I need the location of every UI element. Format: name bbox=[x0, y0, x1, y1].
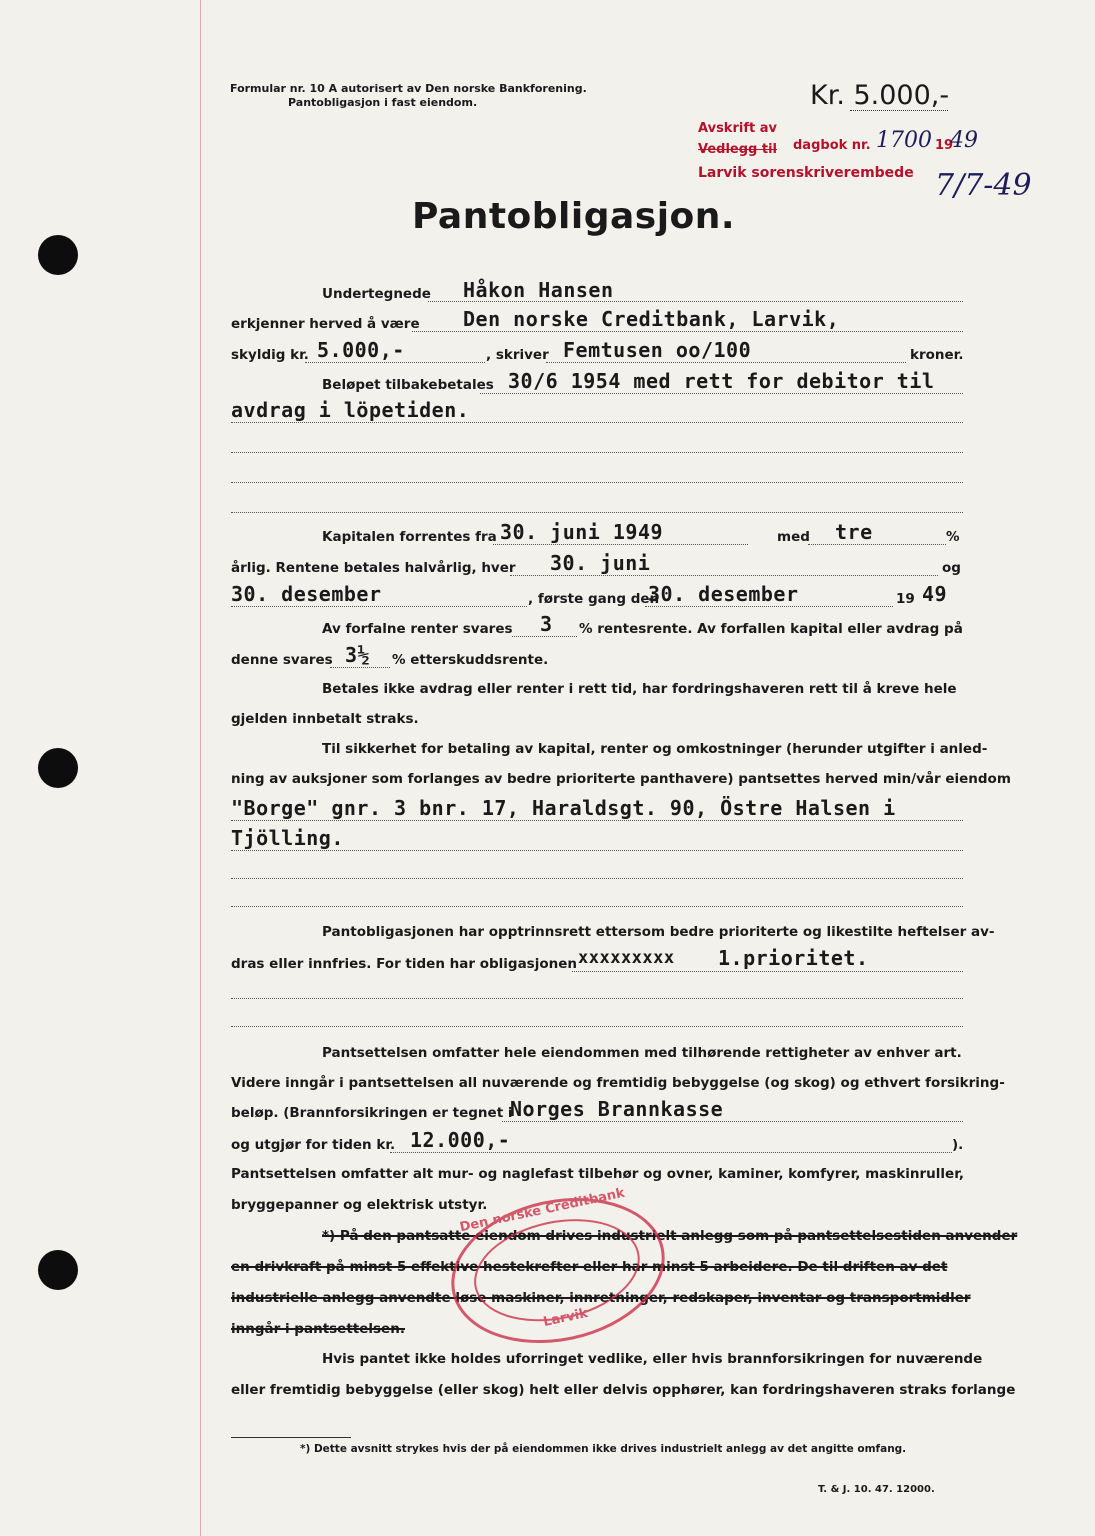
seal-text-bottom: Larvik bbox=[541, 1305, 590, 1330]
interest-from: 30. juni 1949 bbox=[500, 520, 664, 544]
yr-prefix: 19 bbox=[896, 591, 915, 607]
field-rule bbox=[231, 512, 963, 513]
field-rule bbox=[231, 1026, 963, 1027]
creditor-name: Den norske Creditbank, Larvik, bbox=[463, 307, 840, 331]
first-payment-year: 49 bbox=[922, 582, 948, 606]
insured-amount: 12.000,- bbox=[410, 1128, 511, 1152]
utgjor-label: og utgjør for tiden kr. bbox=[231, 1137, 396, 1153]
field-rule bbox=[546, 362, 906, 363]
struck-line: inngår i pantsettelsen. bbox=[231, 1321, 405, 1337]
field-rule bbox=[493, 544, 748, 545]
tilbake-terms-2: avdrag i löpetiden. bbox=[231, 398, 470, 422]
field-rule bbox=[231, 606, 527, 607]
fra-label: Kapitalen forrentes fra bbox=[322, 529, 497, 545]
field-rule bbox=[645, 606, 893, 607]
close-paren: ). bbox=[952, 1137, 964, 1153]
punch-hole bbox=[38, 1250, 78, 1290]
field-rule bbox=[330, 667, 390, 668]
overtyped-text: xxxxxxxxx bbox=[578, 948, 675, 968]
stamp-office: Larvik sorenskriverembede bbox=[698, 165, 914, 181]
arlig-label: årlig. Rentene betales halvårlig, hver bbox=[231, 560, 516, 576]
struck-line: en drivkraft på minst 5 effektive hestekrefter eller har minst 5 arbeidere. De til driften av det bbox=[231, 1259, 948, 1275]
field-rule bbox=[231, 878, 963, 879]
paragraph-line: dras eller innfries. For tiden har obligasjonen bbox=[231, 956, 577, 972]
paragraph-line: eller fremtidig bebyggelse (eller skog) helt eller delvis opphører, kan fordringshaveren straks forlange bbox=[231, 1382, 1016, 1398]
field-rule bbox=[231, 452, 963, 453]
field-rule bbox=[808, 544, 946, 545]
field-rule bbox=[305, 362, 485, 363]
stamp-year-prefix: 19 bbox=[935, 138, 954, 153]
paragraph-line: Pantsettelsen omfatter hele eiendommen med tilhørende rettigheter av enhver art. bbox=[322, 1045, 962, 1061]
pct-sign: % bbox=[946, 529, 960, 545]
field-rule bbox=[412, 331, 963, 332]
field-rule bbox=[510, 575, 938, 576]
denne-label: denne svares bbox=[231, 652, 333, 668]
property-description: Tjölling. bbox=[231, 826, 344, 850]
interest-day-2: 30. desember bbox=[231, 582, 382, 606]
skyldig-amount: 5.000,- bbox=[317, 338, 405, 362]
field-rule bbox=[231, 820, 963, 821]
etterskudd-value: 3½ bbox=[345, 643, 371, 667]
og-label: og bbox=[942, 560, 961, 576]
field-rule bbox=[502, 1121, 963, 1122]
struck-line: *) På den pantsatte eiendom drives industrielt anlegg som på pantsettelsestiden anvender bbox=[322, 1228, 1018, 1244]
paragraph-line: Hvis pantet ikke holdes uforringet vedlike, eller hvis brannforsikringen for nuværende bbox=[322, 1351, 983, 1367]
field-rule bbox=[512, 636, 577, 637]
paragraph-line: Til sikkerhet for betaling av kapital, renter og omkostninger (herunder utgifter i anled- bbox=[322, 741, 988, 757]
field-rule bbox=[572, 971, 963, 972]
field-rule bbox=[231, 998, 963, 999]
field-rule bbox=[390, 1152, 952, 1153]
priority: 1.prioritet. bbox=[718, 946, 869, 970]
form-notice-line: Formular nr. 10 A autorisert av Den norske Bankforening. bbox=[230, 82, 587, 95]
paragraph-line: Betales ikke avdrag eller renter i rett tid, har fordringshaveren rett til å kreve hele bbox=[322, 681, 957, 697]
etter-label: % etterskuddsrente. bbox=[392, 652, 549, 668]
rentes-label: % rentesrente. Av forfallen kapital eller avdrag på bbox=[579, 621, 963, 637]
field-rule bbox=[480, 393, 963, 394]
seal-text-top: Den norske Creditbank bbox=[458, 1185, 626, 1236]
form-notice bbox=[230, 82, 587, 110]
amount-header: Kr. 5.000,- bbox=[810, 80, 950, 111]
punch-hole bbox=[38, 748, 78, 788]
stamp-vedlegg: Vedlegg til bbox=[698, 142, 778, 157]
interest-day-1: 30. juni bbox=[550, 551, 651, 575]
property-description: "Borge" gnr. 3 bnr. 17, Haraldsgt. 90, Östre Halsen i bbox=[231, 796, 896, 820]
paragraph-line: bryggepanner og elektrisk utstyr. bbox=[231, 1197, 488, 1213]
first-payment: 30. desember bbox=[648, 582, 799, 606]
field-rule bbox=[231, 482, 963, 483]
forste-label: , første gang den bbox=[528, 591, 660, 607]
margin-line bbox=[200, 0, 201, 1536]
stamp-date: 7/7-49 bbox=[935, 168, 1032, 203]
skriver-label: , skriver bbox=[486, 347, 549, 363]
footnote-rule bbox=[231, 1437, 351, 1438]
amount-rule bbox=[850, 110, 948, 111]
forfalne-label: Av forfalne renter svares bbox=[322, 621, 513, 637]
insurer-name: Norges Brannkasse bbox=[510, 1097, 724, 1121]
printer-mark: T. & J. 10. 47. 12000. bbox=[818, 1484, 935, 1495]
paragraph-line: Pantsettelsen omfatter alt mur- og naglefast tilbehør og ovner, kaminer, komfyrer, maskinruller, bbox=[231, 1166, 965, 1182]
kroner-label: kroner. bbox=[910, 347, 964, 363]
document-title: Pantobligasjon. bbox=[412, 196, 736, 237]
skriver-amount: Femtusen oo/100 bbox=[563, 338, 752, 362]
tilbake-terms-1: 30/6 1954 med rett for debitor til bbox=[508, 369, 935, 393]
stamp-year: 49 bbox=[950, 128, 978, 153]
stamp-avskrift: Avskrift av bbox=[698, 121, 777, 136]
stamp-dagbok-label: dagbok nr. bbox=[793, 138, 871, 153]
paragraph-line: ning av auksjoner som forlanges av bedre prioriterte panthavere) pantsettes herved min/vår eiendom bbox=[231, 771, 1011, 787]
field-rule bbox=[231, 422, 963, 423]
paragraph-line: beløp. (Brannforsikringen er tegnet i bbox=[231, 1105, 513, 1121]
med-label: med bbox=[777, 529, 810, 545]
erkjenner-label: erkjenner herved å være bbox=[231, 316, 420, 332]
skyldig-label: skyldig kr. bbox=[231, 347, 309, 363]
interest-rate: tre bbox=[835, 520, 873, 544]
debtor-name: Håkon Hansen bbox=[463, 278, 614, 302]
struck-line: industrielle anlegg anvendte løse maskiner, innretninger, redskaper, inventar og transportmidler bbox=[231, 1290, 971, 1306]
undertegnede-label: Undertegnede bbox=[322, 286, 431, 302]
punch-hole bbox=[38, 235, 78, 275]
field-rule bbox=[428, 301, 963, 302]
field-rule bbox=[231, 906, 963, 907]
form-notice-line: Pantobligasjon i fast eiendom. bbox=[288, 96, 478, 109]
paragraph-line: gjelden innbetalt straks. bbox=[231, 711, 419, 727]
stamp-dagbok-no: 1700 bbox=[876, 128, 932, 153]
field-rule bbox=[231, 850, 963, 851]
tilbake-label: Beløpet tilbakebetales bbox=[322, 377, 494, 393]
footnote: *) Dette avsnitt strykes hvis der på eiendommen ikke drives industrielt anlegg av det angitte omfang. bbox=[300, 1443, 907, 1455]
paragraph-line: Pantobligasjonen har opptrinnsrett ettersom bedre prioriterte og likestilte heftelser av- bbox=[322, 924, 995, 940]
paragraph-line: Videre inngår i pantsettelsen all nuværende og fremtidig bebyggelse (og skog) og ethvert forsikring- bbox=[231, 1075, 1005, 1091]
rentesrente-value: 3 bbox=[540, 612, 553, 636]
